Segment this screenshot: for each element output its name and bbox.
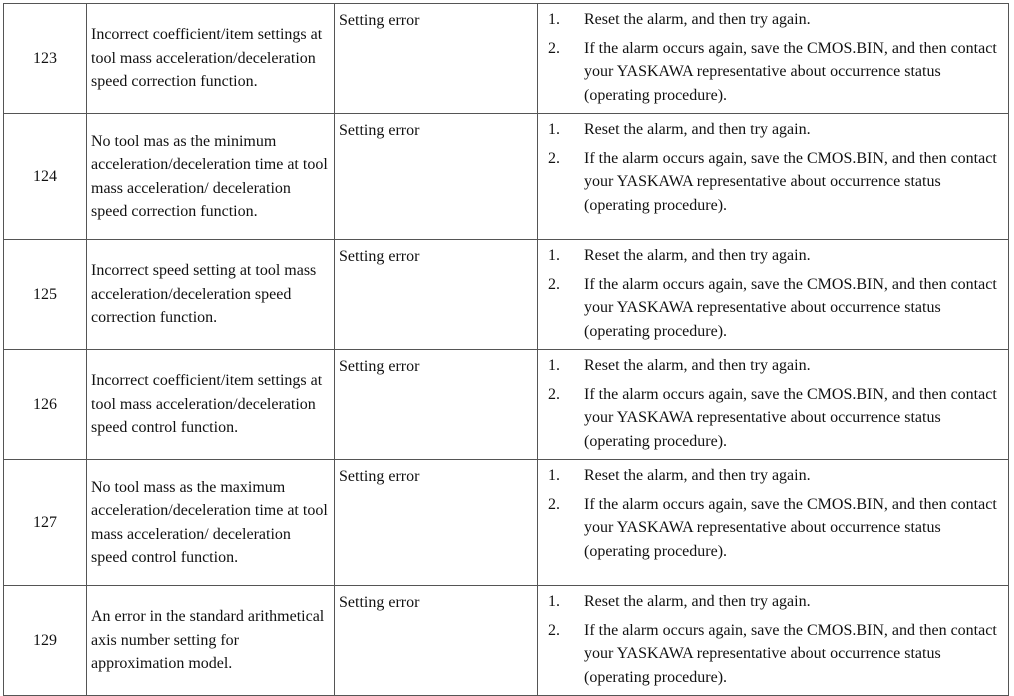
step-text: If the alarm occurs again, save the CMOS.BIN, and then contact your YASKAWA representative about occurrence status (operating procedure). [584, 149, 997, 214]
step-number: 1. [548, 11, 560, 28]
step-number: 1. [548, 357, 560, 374]
step-text: If the alarm occurs again, save the CMOS.BIN, and then contact your YASKAWA representative about occurrence status (operating procedure). [584, 385, 997, 450]
table-row [4, 586, 1009, 696]
table-row [4, 350, 1009, 460]
table-row [4, 240, 1009, 350]
step-number: 2. [548, 149, 560, 167]
alarm-remedy [538, 4, 1009, 114]
step-number: 1. [548, 467, 560, 484]
table-row [4, 114, 1009, 240]
step-text: If the alarm occurs again, save the CMOS.BIN, and then contact your YASKAWA representative about occurrence status (operating procedure). [584, 275, 997, 340]
alarm-code: 126 [4, 350, 87, 460]
step-number: 2. [548, 495, 560, 513]
step-text: Reset the alarm, and then try again. [584, 467, 811, 484]
remedy-step [548, 383, 998, 454]
alarm-meaning: Incorrect coefficient/item settings at tool mass acceleration/deceleration speed correction function. [87, 4, 335, 114]
step-number: 2. [548, 39, 560, 57]
remedy-step [548, 354, 998, 378]
alarm-remedy [538, 586, 1009, 696]
remedy-step [548, 493, 998, 564]
remedy-step [548, 118, 998, 142]
alarm-type: Setting error [335, 586, 538, 696]
remedy-step [548, 147, 998, 218]
alarm-type: Setting error [335, 114, 538, 240]
alarm-remedy [538, 114, 1009, 240]
step-text: If the alarm occurs again, save the CMOS.BIN, and then contact your YASKAWA representative about occurrence status (operating procedure). [584, 621, 997, 686]
alarm-remedy [538, 460, 1009, 586]
alarm-type: Setting error [335, 350, 538, 460]
step-number: 1. [548, 593, 560, 610]
step-number: 2. [548, 275, 560, 293]
alarm-meaning: An error in the standard arithmetical axis number setting for approximation model. [87, 586, 335, 696]
step-text: Reset the alarm, and then try again. [584, 357, 811, 374]
step-number: 1. [548, 121, 560, 138]
alarm-remedy [538, 240, 1009, 350]
alarm-code: 127 [4, 460, 87, 586]
remedy-step [548, 590, 998, 614]
alarm-meaning: No tool mas as the minimum acceleration/deceleration time at tool mass acceleration/ deceleration speed correction function. [87, 114, 335, 240]
alarm-table [3, 3, 1009, 696]
step-text: Reset the alarm, and then try again. [584, 593, 811, 610]
remedy-step [548, 37, 998, 108]
alarm-type: Setting error [335, 460, 538, 586]
remedy-step [548, 273, 998, 344]
step-text: If the alarm occurs again, save the CMOS.BIN, and then contact your YASKAWA representative about occurrence status (operating procedure). [584, 39, 997, 104]
alarm-meaning: Incorrect speed setting at tool mass acceleration/deceleration speed correction function. [87, 240, 335, 350]
alarm-code: 124 [4, 114, 87, 240]
step-text: Reset the alarm, and then try again. [584, 11, 811, 28]
alarm-type: Setting error [335, 240, 538, 350]
alarm-meaning: Incorrect coefficient/item settings at tool mass acceleration/deceleration speed control function. [87, 350, 335, 460]
remedy-step [548, 244, 998, 268]
step-text: If the alarm occurs again, save the CMOS.BIN, and then contact your YASKAWA representative about occurrence status (operating procedure). [584, 495, 997, 560]
table-row [4, 4, 1009, 114]
step-number: 1. [548, 247, 560, 264]
step-text: Reset the alarm, and then try again. [584, 247, 811, 264]
alarm-code: 129 [4, 586, 87, 696]
alarm-code: 125 [4, 240, 87, 350]
alarm-remedy [538, 350, 1009, 460]
step-text: Reset the alarm, and then try again. [584, 121, 811, 138]
alarm-type: Setting error [335, 4, 538, 114]
table-row [4, 460, 1009, 586]
step-number: 2. [548, 621, 560, 639]
alarm-meaning: No tool mass as the maximum acceleration/deceleration time at tool mass acceleration/ deceleration speed control function. [87, 460, 335, 586]
remedy-step [548, 619, 998, 690]
alarm-code: 123 [4, 4, 87, 114]
remedy-step [548, 8, 998, 32]
step-number: 2. [548, 385, 560, 403]
remedy-step [548, 464, 998, 488]
